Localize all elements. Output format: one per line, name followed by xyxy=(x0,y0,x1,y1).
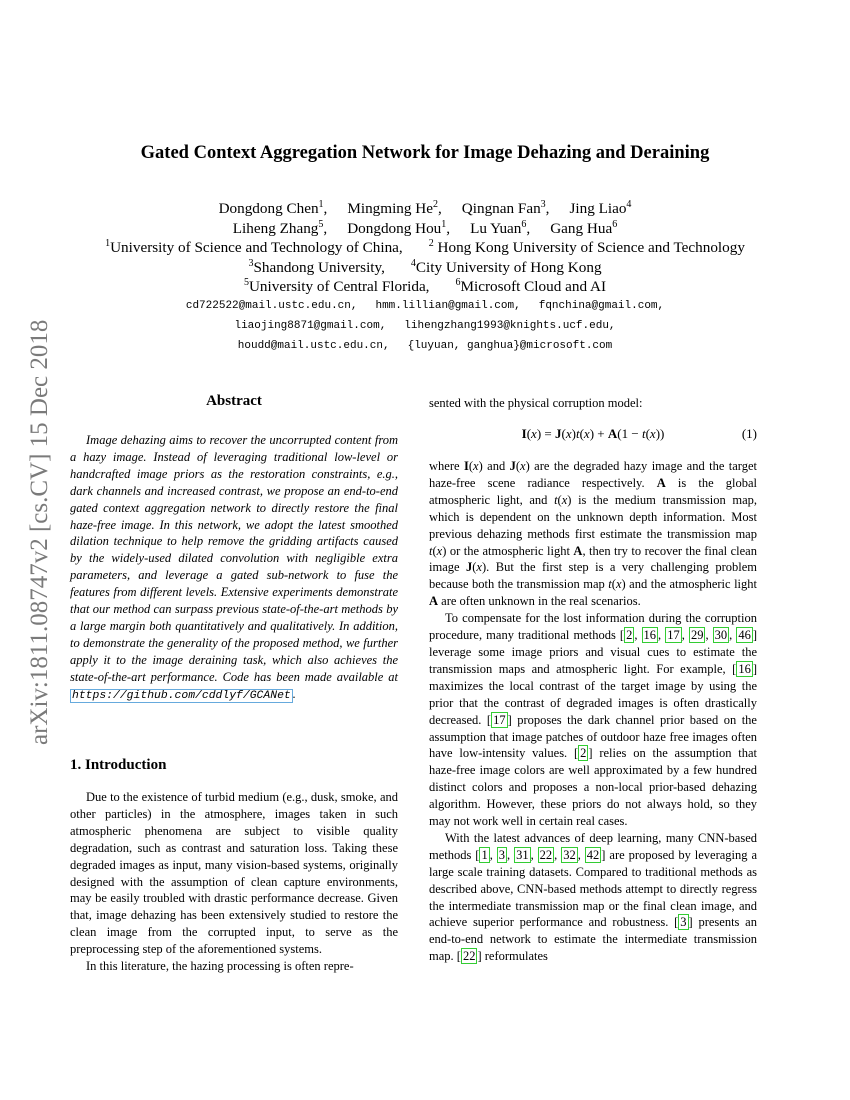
arxiv-stamp: arXiv:1811.08747v2 [cs.CV] 15 Dec 2018 xyxy=(26,319,53,745)
affiliation-line-1: $^1$University of Science and Technology of China, $^2$ Hong Kong University of Science and Technology xyxy=(105,238,745,256)
code-link[interactable]: https://github.com/cddlyf/GCANet xyxy=(72,689,291,702)
citation-link[interactable]: 3 xyxy=(498,847,506,862)
email: lihengzhang1993@knights.ucf.edu, xyxy=(404,320,616,332)
abstract-heading: Abstract xyxy=(206,393,262,409)
citation-link[interactable]: 22 xyxy=(462,949,476,964)
author-name: Jing Liao xyxy=(569,200,627,217)
email-line-2 xyxy=(0,320,850,332)
citation-link[interactable]: 30 xyxy=(714,628,728,643)
equation-number: (1) xyxy=(741,426,757,441)
affiliation: University of Central Florida, xyxy=(248,278,430,295)
section-heading-introduction: 1. Introduction xyxy=(70,757,167,773)
citation-link[interactable]: 17 xyxy=(493,712,506,727)
citation-link[interactable]: 16 xyxy=(738,661,751,676)
author-name: Mingming He xyxy=(347,200,433,217)
author-name: Lu Yuan xyxy=(470,219,522,237)
email: houdd@mail.ustc.edu.cn, xyxy=(237,340,390,352)
citation-link[interactable]: 16 xyxy=(643,628,657,643)
author-line-1: Dongdong Chen$^1$, Mingming He$^2$, Qingnan Fan$^3$, Jing Liao$^4$ xyxy=(218,199,632,217)
intro-paragraph: In this literature, the hazing processing is often repre- xyxy=(86,959,354,974)
affiliation: Shandong University, xyxy=(253,258,385,276)
paper-title: Gated Context Aggregation Network for Image Dehazing and Deraining xyxy=(140,143,710,163)
author-name: Dongdong Hou xyxy=(347,219,442,237)
citation-link[interactable]: 32 xyxy=(563,847,576,862)
affiliation-line-3: $^5$University of Central Florida, $^6$Microsoft Cloud and AI xyxy=(243,277,607,295)
citation-link[interactable]: 42 xyxy=(586,847,600,862)
email: cd722522@mail.ustc.edu.cn, xyxy=(185,300,358,312)
intro-paragraph: Due to the existence of turbid medium (e.g., dusk, smoke, and other particles) in the atmosphere, images taken in such atmospheric phenomena are subject to visible quality degradation, such as contrast and saturation loss. Taking these degraded images as input, many vision-based systems, originally designed with the assumption of clean capture environments, may be easily troubled with drastic performance decrease. Given that, image dehazing has been extensively studied to restore the clean image from the corrupted input, to serve as the preprocessing step of the aforementioned systems. xyxy=(70,790,398,957)
citation-link[interactable]: 1 xyxy=(481,847,488,862)
email-line-1 xyxy=(0,300,850,312)
citation-link[interactable]: 17 xyxy=(667,628,680,643)
affiliation: University of Science and Technology of China, xyxy=(110,239,403,256)
author-name: Gang Hua xyxy=(550,219,613,237)
email: fqnchina@gmail.com, xyxy=(538,300,665,312)
citation-link[interactable]: 3 xyxy=(680,915,687,930)
author-name: Liheng Zhang xyxy=(232,219,319,237)
citation-link[interactable]: 29 xyxy=(690,628,704,643)
citation-link[interactable]: 2 xyxy=(580,746,587,761)
abstract-body: Image dehazing aims to recover the uncorrupted content from a hazy image. Instead of leveraging traditional low-level or handcrafted image priors as the restoration constraints, e.g., dark channels and increased contrast, we propose an end-to-end gated context aggregation network to directly restore the final haze-free image. In this network, we adopt the latest smoothed dilation technique to help remove the gridding artifacts caused by the widely-used dilated convolution with negligible extra parameters, and leverage a gated sub-network to fuse the features from different levels. Extensive experiments demonstrate that our method can surpass previous state-of-the-art methods by a large margin both quantitatively and qualitatively. In addition, to demonstrate the generality of the proposed method, we further apply it to the image deraining task, which also achieves the state-of-the-art performance. Code has been made available at https://github.com/cddlyf/GCANet . xyxy=(70,433,398,702)
author-line-2: Liheng Zhang$^5$, Dongdong Hou$^1$, Lu Yuan$^6$, Gang Hua$^6$ xyxy=(232,218,618,237)
email: liaojing8871@gmail.com, xyxy=(234,320,387,332)
intro-body xyxy=(70,789,398,975)
affiliation: Microsoft Cloud and AI xyxy=(460,278,607,295)
email-line-3 xyxy=(0,340,850,352)
right-body: where I(x) and J(x) are the degraded hazy image and the target haze-free scene radiance respectively. A is the global atmospheric light, and t(x) is the medium transmission map, which is dependent on the unknown depth information. Most previous dehazing methods first estimate the transmission map t(x) or the atmospheric light A, then try to recover the final clean image J(x). But the first step is a very challenging problem because both the transmission map t(x) and the atmospheric light A are often unknown in the real scenarios. To compensate for the lost information during the corruption procedure, many traditional methods [ 2 , 16 , 17 , 29 , 30 , 46 ] leverage some image priors and visual cues to estimate the transmission maps and atmospheric light. For example, [ 16 ] maximizes the local contrast of the target image by using the prior that the contrast of degraded images is often drastically decreased. [ 17 ] proposes the dark channel prior based on the assumption that image patches of outdoor haze free images often have low-intensity values. [ 2 ] relies on the assumption that haze-free image colors are well approximated by a few hundred distinct colors and proposes a non-local prior-based dehazing algorithm. However, these priors do not always hold, so they may not work well in certain real cases. With the latest advances of deep learning, many CNN-based methods [ 1 , 3 , 31 , 22 , 32 , 42 ] are proposed by leveraging a large scale training datasets. Compared to traditional methods as described above, CNN-based methods attempt to directly regress the intermediate transmission map or the final clean image, and achieve superior performance and robustness. [ 3 ] presents an end-to-end network to estimate the intermediate transmission map. [ 22 ] reformulates xyxy=(429,459,758,964)
citation-link[interactable]: 46 xyxy=(738,628,751,643)
author-name: Qingnan Fan xyxy=(461,200,541,217)
equation-body: I(x) = J(x)t(x) + A(1 − t(x)) xyxy=(521,426,665,441)
affiliation: City University of Hong Kong xyxy=(415,258,602,276)
citation-link[interactable]: 2 xyxy=(626,628,633,643)
citation-link[interactable]: 31 xyxy=(516,847,529,862)
email: {luyuan, ganghua}@microsoft.com xyxy=(407,340,613,352)
citation-link[interactable]: 22 xyxy=(539,847,553,862)
right-lead: sented with the physical corruption model: xyxy=(429,396,643,410)
author-name: Dongdong Chen xyxy=(218,200,319,217)
affiliation-line-2: $^3$Shandong University, $^4$City University of Hong Kong xyxy=(248,257,602,276)
email: hmm.lillian@gmail.com, xyxy=(375,300,521,312)
affiliation: Hong Kong University of Science and Technology xyxy=(433,239,745,256)
